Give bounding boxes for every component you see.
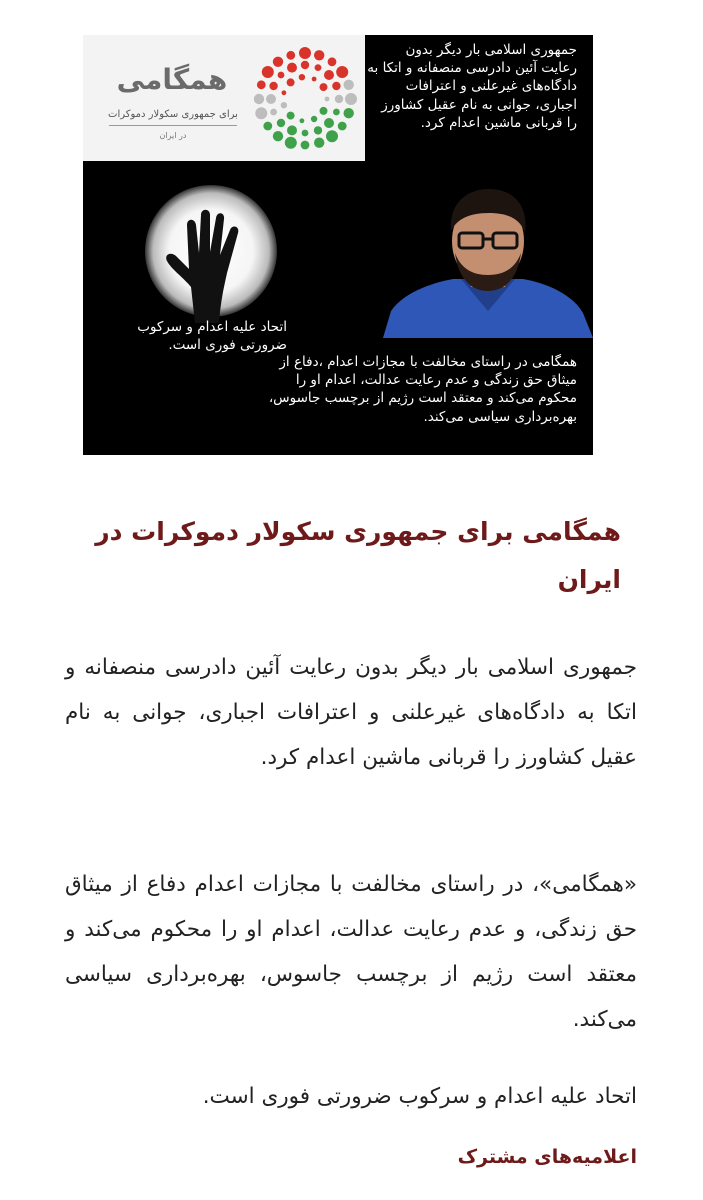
logo-dot: [262, 66, 274, 78]
joint-statements-link[interactable]: اعلامیه‌های مشترک: [457, 1146, 637, 1168]
raised-hand-icon: [157, 203, 257, 323]
logo-dot: [325, 97, 330, 102]
logo-dot: [254, 94, 264, 104]
logo-dot: [344, 108, 354, 118]
logo-divider: [109, 125, 237, 126]
logo-dot: [281, 102, 287, 108]
logo-dot: [333, 109, 340, 116]
poster-bottom-text: همگامی در راستای مخالفت با مجازات اعدام ،دفاع از میثاق حق زندگی و عدم رعایت عدالت، اعدام او را محکوم می‌کند و معتقد است رژیم از برچسب جاسوس، بهره‌برداری سیاسی می‌کند.: [268, 354, 577, 425]
logo-dot: [312, 77, 317, 82]
logo-subtitle: برای جمهوری سکولار دموکرات: [108, 109, 238, 120]
logo-dot: [255, 107, 267, 119]
logo-dot: [285, 137, 297, 149]
portrait-photo: [383, 183, 593, 338]
logo-dot: [324, 118, 334, 128]
logo-dot: [345, 93, 357, 105]
logo-dot: [338, 122, 347, 131]
logo-dot: [336, 66, 348, 78]
logo-dot: [273, 57, 283, 67]
poster-top-text: جمهوری اسلامی بار دیگر بدون رعایت آئین دادرسی منصفانه و اتکا به دادگاه‌های غیرعلنی و اعترافات اجباری، جوانی به نام عقیل کشاورز را قربانی ماشین اعدام کرد.: [367, 42, 577, 131]
logo-dot: [344, 80, 354, 90]
logo-dot: [257, 80, 266, 89]
logo-dot: [282, 90, 287, 95]
logo-dot: [299, 74, 305, 80]
logo-dot: [320, 107, 328, 115]
logo-dot: [269, 82, 277, 90]
poster-image: [83, 35, 593, 455]
logo-dot: [328, 57, 337, 66]
logo-dot: [287, 112, 295, 120]
logo-dot: [335, 95, 343, 103]
dots-emblem-icon: [251, 45, 359, 153]
logo-dot: [314, 126, 322, 134]
article-paragraph-1: جمهوری اسلامی بار دیگر بدون رعایت آئین دادرسی منصفانه و اتکا به دادگاه‌های غیرعلنی و اعترافات اجباری، جوانی به نام عقیل کشاورز را قربانی ماشین اعدام کرد.: [65, 655, 637, 770]
logo-dot: [301, 141, 310, 150]
logo-dot: [315, 64, 322, 71]
article-title: همگامی برای جمهوری سکولار دموکرات در ایران: [95, 517, 621, 594]
logo-subtitle-secondary: در ایران: [159, 131, 187, 140]
logo-dot: [266, 94, 276, 104]
logo-dot: [299, 47, 311, 59]
logo-dot: [270, 109, 277, 116]
logo-dot: [324, 70, 334, 80]
logo-panel: [83, 35, 365, 161]
logo-dot: [314, 138, 324, 148]
logo-dot: [277, 119, 285, 127]
logo-dot: [278, 72, 285, 79]
logo-dot: [286, 51, 295, 60]
logo-dot: [273, 131, 283, 141]
logo-dot: [300, 118, 305, 123]
logo-dot: [302, 130, 309, 137]
logo-dot: [287, 78, 295, 86]
logo-dot: [301, 61, 309, 69]
article-paragraph-3: اتحاد علیه اعدام و سرکوب ضرورتی فوری است.: [202, 1084, 637, 1109]
logo-dot: [326, 130, 338, 142]
article-paragraph-2: «همگامی»، در راستای مخالفت با مجازات اعدام دفاع از میثاق حق زندگی، و عدم رعایت عدالت، اعدام او را محکوم می‌کند و معتقد است رژیم از برچسب جاسوس، بهره‌برداری سیاسی می‌کند.: [65, 872, 637, 1032]
logo-dot: [314, 50, 324, 60]
logo-dot: [263, 122, 272, 131]
logo-title: همگامی: [116, 63, 228, 96]
logo-dot: [287, 63, 297, 73]
poster-middle-text: اتحاد علیه اعدام و سرکوب ضرورتی فوری است.: [137, 319, 287, 354]
logo-dot: [287, 125, 297, 135]
logo-dot: [311, 116, 317, 122]
logo-dot: [320, 83, 328, 91]
logo-dot: [332, 82, 340, 90]
